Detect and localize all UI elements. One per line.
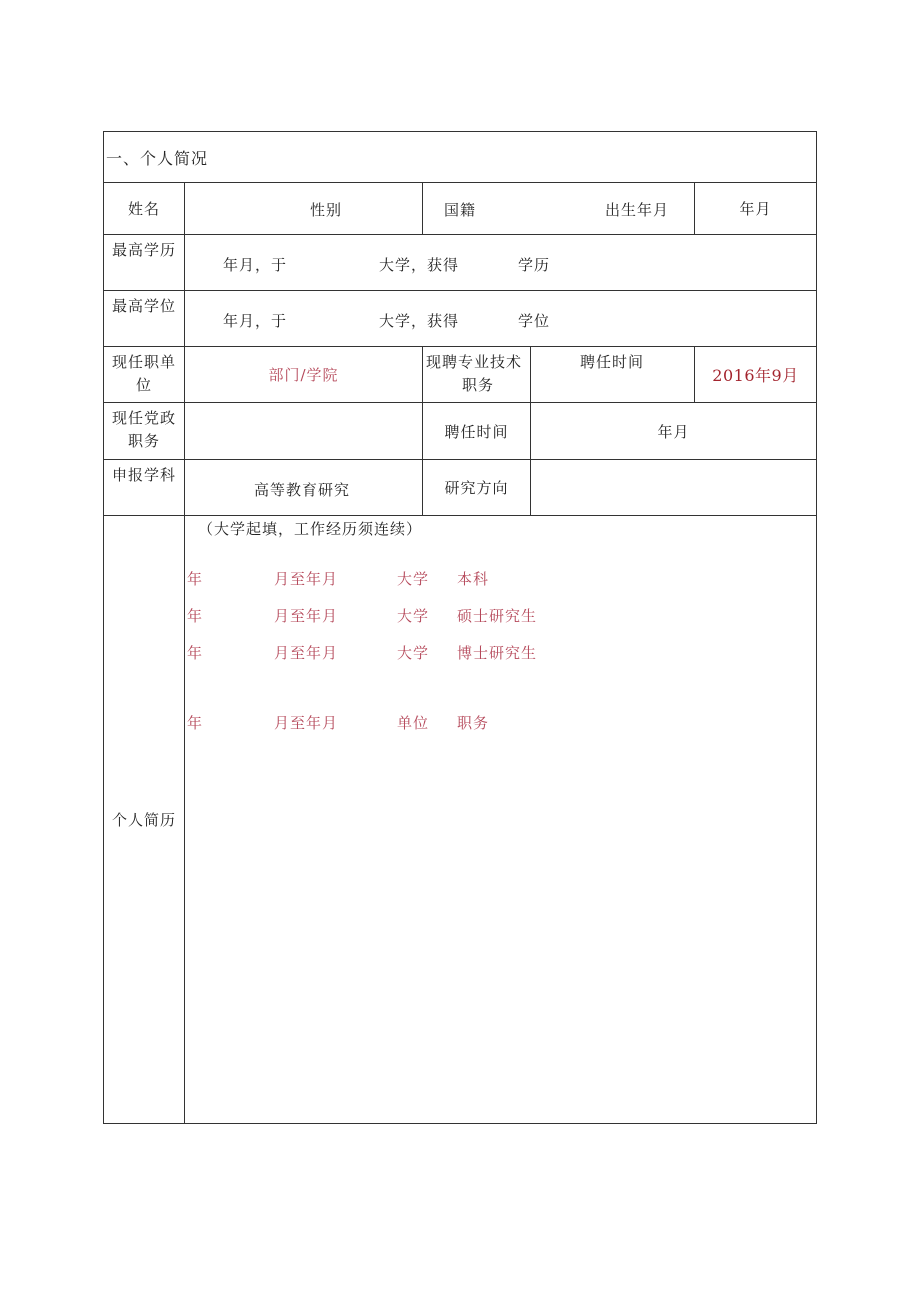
entry-range: 月至年月 [274, 714, 339, 732]
party-appointment-label: 聘任时间 [444, 422, 509, 441]
row-divider [104, 290, 816, 291]
party-position-label-line1: 现任党政 [112, 409, 177, 427]
entry-org: 大学 [397, 644, 430, 662]
entry-year: 年 [187, 607, 204, 625]
col-divider [422, 182, 423, 234]
entry-year: 年 [187, 644, 204, 662]
current-unit-label-line2: 位 [136, 376, 153, 394]
resume-note: （大学起填，工作经历须连续） [198, 520, 423, 538]
row-divider [104, 515, 816, 516]
highest-degree-label: 最高学位 [112, 297, 177, 315]
entry-role: 博士研究生 [457, 644, 538, 662]
party-appointment-value[interactable]: 年月 [657, 422, 690, 441]
subject-value[interactable]: 高等教育研究 [254, 481, 351, 499]
education-date-text[interactable]: 年月，于 [223, 256, 288, 274]
research-direction-label: 研究方向 [444, 479, 509, 497]
gender-label: 性别 [310, 201, 343, 219]
degree-date-text[interactable]: 年月，于 [223, 312, 288, 330]
entry-org: 单位 [397, 714, 430, 732]
degree-university-text[interactable]: 大学，获得 [379, 312, 460, 330]
entry-year: 年 [187, 570, 204, 588]
row-divider [104, 234, 816, 235]
entry-role: 本科 [457, 570, 490, 588]
highest-education-label: 最高学历 [112, 241, 177, 259]
professional-title-label-line1: 现聘专业技术 [426, 353, 523, 371]
entry-range: 月至年月 [274, 644, 339, 662]
education-suffix-text: 学历 [518, 256, 551, 274]
education-university-text[interactable]: 大学，获得 [379, 256, 460, 274]
birth-label: 出生年月 [605, 201, 670, 219]
appointment-time-value[interactable]: 2016年9月 [712, 366, 799, 385]
appointment-time-label: 聘任时间 [580, 353, 645, 371]
entry-year: 年 [187, 714, 204, 732]
birth-value[interactable]: 年月 [739, 200, 772, 218]
nationality-label: 国籍 [444, 201, 477, 219]
section-title: 一、个人简况 [106, 149, 209, 168]
entry-org: 大学 [397, 570, 430, 588]
resume-label: 个人简历 [111, 811, 176, 829]
entry-org: 大学 [397, 607, 430, 625]
degree-suffix-text: 学位 [518, 312, 551, 330]
current-unit-label-line1: 现任职单 [112, 353, 177, 371]
entry-range: 月至年月 [274, 570, 339, 588]
entry-role: 硕士研究生 [457, 607, 538, 625]
entry-range: 月至年月 [274, 607, 339, 625]
subject-label: 申报学科 [112, 466, 177, 484]
name-label: 姓名 [127, 200, 160, 218]
personal-info-form [103, 131, 817, 1124]
professional-title-label-line2: 职务 [462, 376, 495, 394]
entry-role: 职务 [457, 714, 490, 732]
research-direction-value[interactable] [531, 460, 816, 515]
party-position-label-line2: 职务 [128, 432, 161, 450]
unit-value[interactable]: 部门/学院 [268, 366, 339, 384]
col-divider [184, 182, 185, 1123]
